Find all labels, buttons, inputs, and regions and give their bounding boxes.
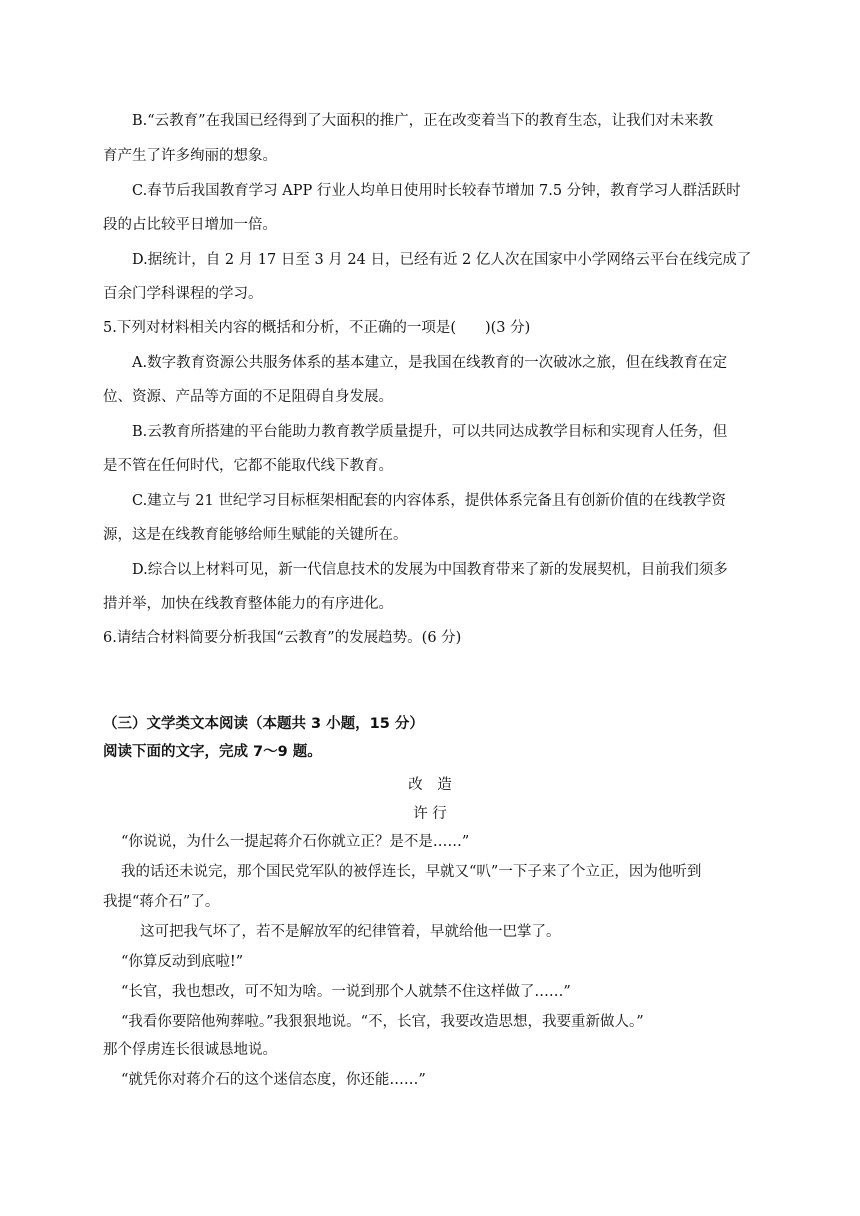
q5-option-c-line2: 源，这是在线教育能够给师生赋能的关键所在。 — [103, 527, 408, 543]
q4-option-c-line2: 段的占比较平日增加一倍。 — [103, 217, 277, 233]
q5-option-a-line2: 位、资源、产品等方面的不足阻碍自身发展。 — [103, 389, 393, 405]
story-paragraph: 这可把我气坏了，若不是解放军的纪律管着，早就给他一巴掌了。 — [140, 924, 561, 940]
q4-option-c-line1: C.春节后我国教育学习 APP 行业人均单日使用时长较春节增加 7.5 分钟，教育学习人群活跃时 — [132, 183, 741, 199]
story-author: 许 行 — [413, 806, 447, 822]
q6-stem: 6.请结合材料简要分析我国“云教育”的发展趋势。(6 分) — [103, 630, 462, 646]
story-paragraph: “你算反动到底啦!” — [121, 954, 244, 970]
story-paragraph: 我提“蒋介石”了。 — [103, 894, 220, 910]
story-paragraph: 那个俘虏连长很诚恳地说。 — [103, 1042, 277, 1058]
q4-option-d-line2: 百余门学科课程的学习。 — [103, 286, 263, 302]
story-paragraph: “你说说，为什么一提起蒋介石你就立正？是不是……” — [121, 834, 470, 850]
story-paragraph: “长官，我也想改，可不知为啥。一说到那个人就禁不住这样做了……” — [121, 984, 571, 1000]
q4-option-d-line1: D.据统计，自 2 月 17 日至 3 月 24 日，已经有近 2 亿人次在国家中小学网络云平台在线完成了 — [132, 252, 752, 268]
story-title: 改 造 — [408, 777, 452, 793]
q5-option-d-line2: 措并举，加快在线教育整体能力的有序进化。 — [103, 596, 393, 612]
story-paragraph: “我看你要陪他殉葬啦。”我狠狠地说。“不，长官，我要改造思想，我要重新做人。” — [121, 1014, 644, 1030]
q5-option-a-line1: A.数字教育资源公共服务体系的基本建立，是我国在线教育的一次破冰之旅，但在线教育在定 — [132, 355, 728, 371]
story-paragraph: “就凭你对蒋介石的这个迷信态度，你还能……” — [121, 1072, 426, 1088]
q5-option-b-line2: 是不管在任何时代，它都不能取代线下教育。 — [103, 458, 393, 474]
q5-option-d-line1: D.综合以上材料可见，新一代信息技术的发展为中国教育带来了新的发展契机，目前我们须多 — [132, 562, 728, 578]
reading-instruction: 阅读下面的文字，完成 7～9 题。 — [103, 744, 322, 760]
q4-option-b-line1: B.“云教育”在我国已经得到了大面积的推广，正在改变着当下的教育生态，让我们对未来教 — [132, 113, 714, 129]
q4-option-b-line2: 育产生了许多绚丽的想象。 — [103, 148, 277, 164]
q5-stem: 5.下列对材料相关内容的概括和分析，不正确的一项是( )(3 分) — [103, 320, 531, 336]
q5-option-c-line1: C.建立与 21 世纪学习目标框架相配套的内容体系，提供体系完备且有创新价值的在线教学资 — [132, 493, 726, 509]
section-heading: （三）文学类文本阅读（本题共 3 小题，15 分） — [103, 716, 424, 732]
story-paragraph: 我的话还未说完，那个国民党军队的被俘连长，早就又“叭”一下子来了个立正，因为他听到 — [121, 864, 702, 880]
q5-option-b-line1: B.云教育所搭建的平台能助力教育教学质量提升，可以共同达成教学目标和实现育人任务，但 — [132, 424, 728, 440]
